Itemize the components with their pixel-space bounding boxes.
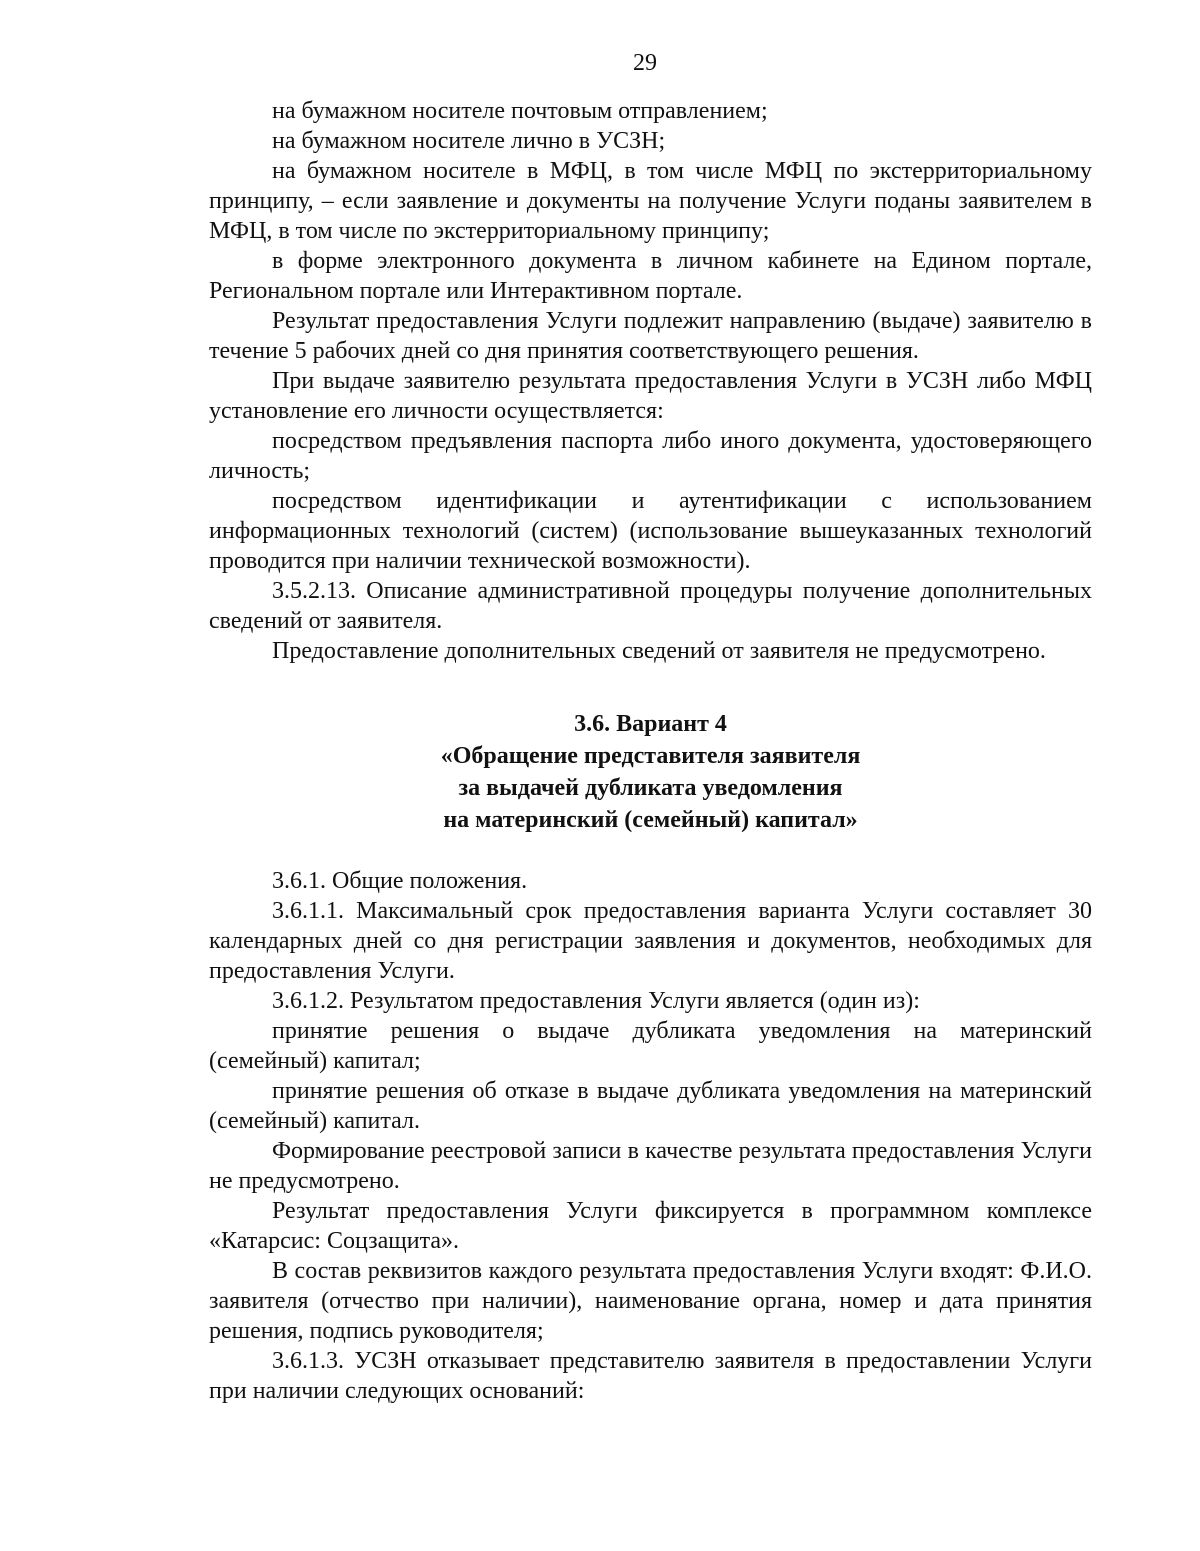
paragraph: Результат предоставления Услуги фиксируется в программном комплексе «Катарсис: Соцзащита». bbox=[209, 1198, 1092, 1254]
paragraph: на бумажном носителе почтовым отправлением; bbox=[272, 98, 768, 124]
paragraph: При выдаче заявителю результата предоставления Услуги в УСЗН либо МФЦ установление его личности осуществляется: bbox=[209, 368, 1092, 424]
paragraph: В состав реквизитов каждого результата предоставления Услуги входят: Ф.И.О. заявителя (отчество при наличии), наименование органа, номер и дата принятия решения, подпись руководителя; bbox=[209, 1258, 1092, 1344]
document-body bbox=[209, 96, 1092, 1406]
section-title-line: на материнский (семейный) капитал» bbox=[443, 807, 858, 833]
page-number: 29 bbox=[633, 50, 657, 76]
paragraph: посредством предъявления паспорта либо иного документа, удостоверяющего личность; bbox=[209, 428, 1092, 484]
section-title-line: за выдачей дубликата уведомления bbox=[458, 775, 843, 801]
paragraph: принятие решения об отказе в выдаче дубликата уведомления на материнский (семейный) капитал. bbox=[209, 1078, 1092, 1134]
section-number-heading: 3.6. Вариант 4 bbox=[574, 711, 727, 737]
paragraph: посредством идентификации и аутентификации с использованием информационных технологий (систем) (использование вышеуказанных технологий проводится при наличии технической возможности). bbox=[209, 488, 1092, 574]
section-heading bbox=[209, 708, 1092, 836]
paragraph: принятие решения о выдаче дубликата уведомления на материнский (семейный) капитал; bbox=[209, 1018, 1092, 1074]
paragraph: на бумажном носителе лично в УСЗН; bbox=[272, 128, 666, 154]
paragraph: 3.6.1.2. Результатом предоставления Услуги является (один из): bbox=[272, 988, 920, 1014]
paragraph: на бумажном носителе в МФЦ, в том числе МФЦ по экстерриториальному принципу, – если заявление и документы на получение Услуги поданы заявителем в МФЦ, в том числе по экстерриториальному принципу; bbox=[209, 158, 1092, 244]
paragraph: 3.6.1.1. Максимальный срок предоставления варианта Услуги составляет 30 календарных дней со дня регистрации заявления и документов, необходимых для предоставления Услуги. bbox=[209, 898, 1092, 984]
paragraph: Результат предоставления Услуги подлежит направлению (выдаче) заявителю в течение 5 рабочих дней со дня принятия соответствующего решения. bbox=[209, 308, 1092, 364]
paragraph: 3.6.1.3. УСЗН отказывает представителю заявителя в предоставлении Услуги при наличии следующих оснований: bbox=[209, 1348, 1092, 1404]
paragraph: в форме электронного документа в личном кабинете на Едином портале, Региональном портале или Интерактивном портале. bbox=[209, 248, 1092, 304]
paragraph: 3.5.2.13. Описание административной процедуры получение дополнительных сведений от заявителя. bbox=[209, 578, 1092, 634]
paragraph: Формирование реестровой записи в качестве результата предоставления Услуги не предусмотрено. bbox=[209, 1138, 1092, 1194]
section-title-line: «Обращение представителя заявителя bbox=[440, 743, 861, 769]
paragraph: 3.6.1. Общие положения. bbox=[272, 868, 528, 894]
paragraph: Предоставление дополнительных сведений от заявителя не предусмотрено. bbox=[272, 638, 1046, 664]
